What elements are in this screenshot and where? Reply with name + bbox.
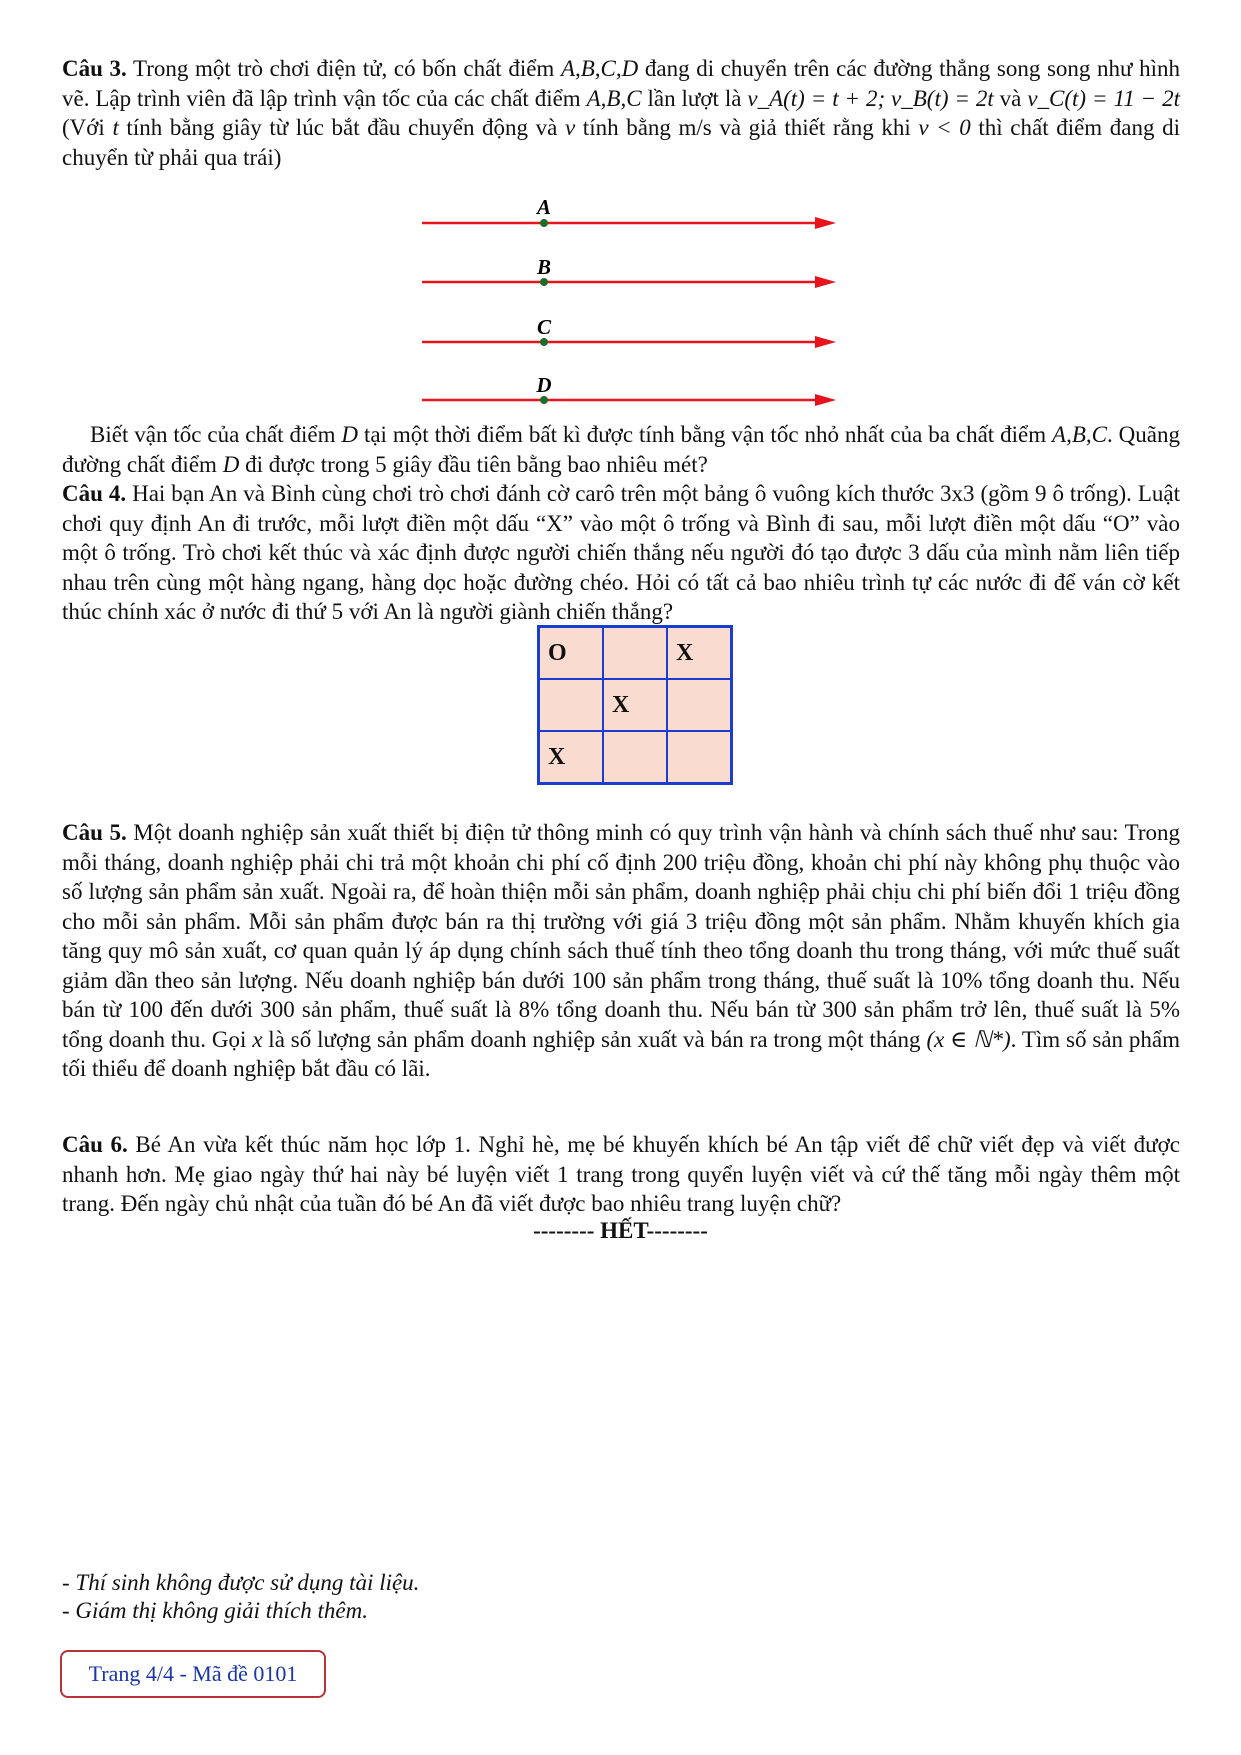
track-b [422, 255, 836, 288]
q3-points: A,B,C,D [560, 56, 639, 81]
question-5-label: Câu 5. [62, 820, 127, 845]
q3-follow-4: đi được trong 5 giây đầu tiên bằng bao nhiêu mét? [239, 451, 708, 477]
question-3-label: Câu 3. [62, 56, 127, 81]
label-a: A [536, 196, 552, 219]
q3-text-4: (Với [62, 115, 113, 140]
q3-var-t: t [112, 115, 119, 140]
board-cell [667, 731, 732, 784]
q5-set: (x ∈ ℕ*) [926, 1026, 1011, 1052]
label-d: D [536, 373, 552, 397]
end-mark: -------- HẾT-------- [533, 1218, 708, 1243]
board-row [539, 731, 732, 784]
board-cell: X [539, 731, 604, 784]
q3-text-5: tính bằng giây từ lúc bắt đầu chuyển động và [118, 115, 565, 140]
board-cell [539, 679, 604, 731]
question-6-text [62, 1130, 1180, 1219]
q3-text-6: tính bằng m/s và giả thiết rằng khi [575, 115, 919, 140]
note-no-documents: - Thí sinh không được sử dụng tài liệu. [62, 1570, 420, 1595]
track-c [422, 315, 836, 348]
q3-point-d: D [341, 422, 359, 447]
board-cell: O [539, 627, 604, 680]
question-4-label: Câu 4. [62, 481, 127, 506]
track-d [422, 373, 836, 406]
q5-body-3: . Tìm số sản phẩm tối thiểu để doanh nghiệp bắt đầu có lãi. [62, 1026, 1181, 1081]
question-6-label: Câu 6. [62, 1132, 128, 1157]
q5-var-x: x [252, 1026, 263, 1052]
q3-text-2: đang di chuyển trên các đường thẳng song song như hình vẽ. Lập trình viên đã lập trình vận tốc của các chất điểm [62, 56, 1180, 111]
q3-formula-c: v_C(t) = 11 − 2t [1027, 85, 1180, 111]
q6-body: Bé An vừa kết thúc năm học lớp 1. Nghỉ hè, mẹ bé khuyến khích bé An tập viết để chữ viết đẹp và viết được nhanh hơn. Mẹ giao ngày thứ hai này bé luyện viết 1 trang trong quyển luyện viết và cứ thế tăng mỗi ngày thêm một trang. Đến ngày chủ nhật của tuần đó bé An đã viết được bao nhiêu trang luyện chữ? [62, 1132, 1180, 1216]
board-cell [667, 679, 732, 731]
q3-formula-ab: v_A(t) = t + 2; v_B(t) = 2t [747, 85, 994, 111]
q3-text-3: lần lượt là [641, 85, 748, 111]
board-cell: X [603, 679, 667, 731]
q3-follow-1: Biết vận tốc của chất điểm [90, 422, 342, 447]
q3-text-7: thì chất điểm đang di chuyển từ phải qua trái) [62, 115, 1180, 170]
question-3-text [62, 54, 1180, 172]
q3-follow-2: tại một thời điểm bất kì được tính bằng vận tốc nhỏ nhất của ba chất điểm [358, 422, 1053, 447]
q3-var-v: v [564, 115, 576, 140]
board-cell [603, 627, 667, 680]
q3-follow-3: . Quãng đường chất điểm [62, 422, 1180, 477]
board-cell [603, 731, 667, 784]
board-cell: X [667, 627, 732, 680]
question-5-text [62, 818, 1180, 1084]
tic-tac-toe-board [537, 625, 733, 785]
q5-body-1: Một doanh nghiệp sản xuất thiết bị điện tử thông minh có quy trình vận hành và chính sách thuế như sau: Trong mỗi tháng, doanh nghiệp phải chi trả một khoản chi phí cố định 200 triệu đồng, khoản chi phí này không phụ thuộc vào số lượng sản phẩm sản xuất. Ngoài ra, để hoàn thiện mỗi sản phẩm, doanh nghiệp phải chịu chi phí biến đổi 1 triệu đồng cho mỗi sản phẩm. Mỗi sản phẩm được bán ra thị trường với giá 3 triệu đồng một sản phẩm. Nhằm khuyến khích gia tăng quy mô sản xuất, cơ quan quản lý áp dụng chính sách thuế tính theo tổng doanh thu trong tháng, với mức thuế suất giảm dần theo sản lượng. Nếu doanh nghiệp bán dưới 100 sản phẩm trong tháng, thuế suất là 10% tổng doanh thu. Nếu bán từ 100 đến dưới 300 sản phẩm, thuế suất là 8% tổng doanh thu. Nếu bán từ 300 sản phẩm trở lên, thuế suất là 5% tổng doanh thu. Gọi [62, 820, 1180, 1052]
question-4-text [62, 479, 1180, 627]
board-row [539, 679, 732, 731]
q3-follow-points: A,B,C [1052, 422, 1107, 447]
q3-point-d-2: D [222, 451, 240, 477]
q3-text-1: Trong một trò chơi điện tử, có bốn chất điểm [126, 56, 561, 81]
question-3-followup [62, 420, 1180, 479]
q3-condition: v < 0 [918, 115, 971, 140]
board-row [539, 627, 732, 680]
label-c: C [536, 315, 552, 339]
motion-diagram [420, 196, 850, 411]
note-no-explanation: - Giám thị không giải thích thêm. [62, 1598, 368, 1623]
q5-body-2: là số lượng sản phẩm doanh nghiệp sản xuất và bán ra trong một tháng [262, 1026, 927, 1052]
q3-points-abc: A,B,C [586, 85, 642, 111]
label-b: B [536, 255, 552, 279]
q3-and: và [993, 85, 1028, 111]
track-a [422, 196, 836, 229]
q4-body: Hai bạn An và Bình cùng chơi trò chơi đánh cờ carô trên một bảng ô vuông kích thước 3x3 (gồm 9 ô trống). Luật chơi quy định An đi trước, mỗi lượt điền một dấu “X” vào một ô trống và Bình đi sau, mỗi lượt điền một dấu “O” vào một ô trống. Trò chơi kết thúc và xác định được người chiến thắng nếu người đó tạo được 3 dấu của mình nằm liên tiếp nhau trên cùng một hàng ngang, hàng dọc hoặc đường chéo. Hỏi có tất cả bao nhiêu trình tự các nước đi để ván cờ kết thúc chính xác ở nước đi thứ 5 với An là người giành chiến thắng? [62, 481, 1180, 624]
page-footer: Trang 4/4 - Mã đề 0101 [60, 1650, 326, 1698]
